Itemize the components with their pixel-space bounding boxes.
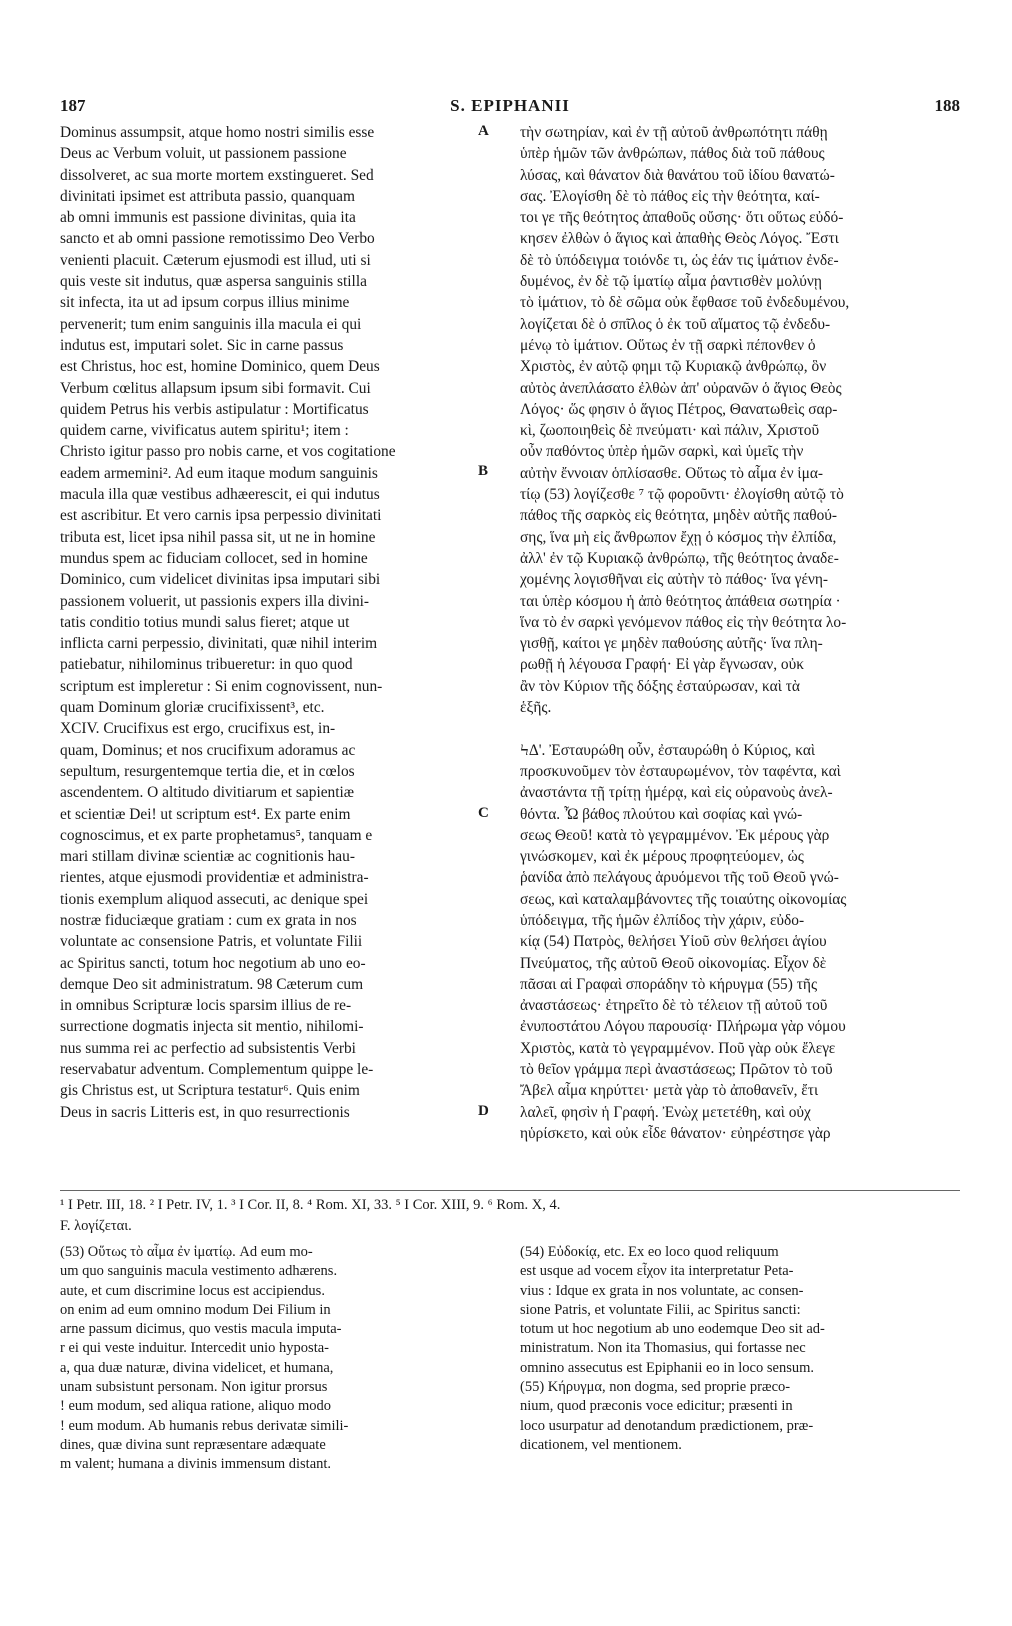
greek-column	[520, 122, 960, 1144]
greek-text-line: αὐτὴν ἔννοιαν ὁπλίσασθε. Οὕτως τὸ αἷμα ἐν ἱμα-	[520, 464, 824, 482]
latin-text-line: tionis exemplum aliquod assecuti, ac denique spei	[60, 890, 369, 908]
latin-text-line: rientes, atque ejusmodi providentiæ et administra-	[60, 869, 369, 887]
note-line: omnino assecutus est Epiphanii eo in loco sensum.	[520, 1359, 814, 1376]
note-line: a, qua duæ naturæ, divina videlicet, et humana,	[60, 1359, 334, 1376]
latin-text-line: est Christus, hoc est, homine Dominico, quem Deus	[60, 358, 380, 376]
greek-text-line: ηὑρίσκετο, καὶ οὐκ εἶδε θάνατον· εὐηρέστησε γὰρ	[520, 1124, 831, 1142]
note-line: (54) Εὐδοκίᾳ, etc. Ex eo loco quod reliquum	[520, 1244, 779, 1260]
greek-text-line: ται ὑπὲρ κόσμου ἡ ἀπὸ θεότητος ἀπάθεια σωτηρία ·	[520, 592, 841, 610]
greek-text-line: ἵνα τὸ ἐν σαρκὶ γενόμενον πάθος εἰς τὴν θεότητα λο-	[520, 613, 847, 631]
latin-text-line: sepultum, resurgentemque tertia die, et in cœlos	[60, 762, 355, 780]
latin-text-line: sancto et ab omni passione remotissimo Deo Verbo	[60, 230, 375, 248]
latin-column	[60, 122, 472, 1123]
latin-text-line: macula illa quæ vestibus adhæerescit, ei qui indutus	[60, 486, 380, 504]
note-line: arne passum dicimus, quo vestis macula imputa-	[60, 1321, 342, 1338]
greek-text-line: λογίζεται δὲ ὁ σπῖλος ὁ ἐκ τοῦ αἵματος τῷ ἐνδεδυ-	[520, 315, 831, 333]
latin-text-line: passionem voluerit, ut passionis expers illa divini-	[60, 592, 370, 610]
greek-text-line: ρωθῇ ἡ λέγουσα Γραφή· Εἰ γὰρ ἔγνωσαν, οὐκ	[520, 656, 804, 674]
footnote-references	[60, 1195, 960, 1238]
latin-text-line: pervenerit; tum enim sanguinis illa macula ei qui	[60, 315, 362, 333]
latin-text-line: Deus ac Verbum voluit, ut passionem passione	[60, 145, 347, 163]
latin-text-line: nostræ fiduciæque gratiam : cum ex grata in nos	[60, 911, 357, 929]
note-line: aute, et cum discrimine locus est accipiendus.	[60, 1282, 325, 1299]
notes-left	[60, 1243, 475, 1475]
greek-text-line: θόντα. Ὦ βάθος πλούτου καὶ σοφίας καὶ γνώ-	[520, 805, 803, 823]
greek-text-line: τὸ θεῖον γράμμα περὶ ἀναστάσεως; Πρῶτον τὸ τοῦ	[520, 1061, 833, 1079]
greek-text-line: ὑπὲρ ἡμῶν τῶν ἀνθρώπων, πάθος διὰ τοῦ πάθους	[520, 145, 825, 163]
latin-text-line: mundus spem ac fiduciam collocet, sed in homine	[60, 549, 368, 567]
greek-text-line: σας. Ἐλογίσθη δὲ τὸ πάθος εἰς τὴν θεότητα, καί-	[520, 187, 820, 205]
page-title: S. EPIPHANII	[450, 96, 570, 115]
latin-text-line: gis Christus est, ut Scriptura testatur⁶. Quis enim	[60, 1082, 360, 1100]
notes-right	[520, 1243, 960, 1455]
greek-text-line: ἀναστάντα τῇ τρίτῃ ἡμέρᾳ, καὶ εἰς οὐρανοὺς ἀνελ-	[520, 784, 833, 802]
greek-text-line: κησεν ἐλθὼν ὁ ἅγιος καὶ ἀπαθὴς Θεὸς Λόγος. Ἔστι	[520, 230, 839, 248]
page-number-right: 188	[934, 96, 960, 115]
latin-text-line: Deus in sacris Litteris est, in quo resurrectionis	[60, 1103, 350, 1121]
greek-text-line: πάθος τῆς σαρκὸς εἰς θεότητα, μηδὲν αὐτῆς παθού-	[520, 507, 838, 525]
latin-text-line: indutus est, imputari solet. Sic in carne passus	[60, 336, 344, 354]
latin-text-line: quidem carne, vivificatus autem spiritu¹; item :	[60, 422, 349, 440]
greek-text-line: Πνεύματος, τῆς αὐτοῦ Θεοῦ οἰκονομίας. Εἶχον δὲ	[520, 954, 827, 972]
note-line: est usque ad vocem εἶχον ita interpretatur Peta-	[520, 1263, 794, 1280]
note-line: dicationem, vel mentionem.	[520, 1436, 682, 1453]
latin-text-line: Christo igitur passo pro nobis carne, et vos cogitatione	[60, 443, 396, 461]
note-line: (55) Κήρυγμα, non dogma, sed proprie præco-	[520, 1379, 791, 1396]
note-line: on enim ad eum omnino modum Dei Filium in	[60, 1301, 331, 1318]
latin-text-line: scriptum est impleretur : Si enim cognovissent, nun-	[60, 677, 383, 695]
latin-text-line: quidem Petrus his verbis astipulatur : Mortificatus	[60, 400, 369, 418]
latin-text-line: patiebatur, nihilominus tribueretur: in quo quod	[60, 656, 353, 674]
note-line: (53) Οὕτως τὸ αἷμα ἐν ἱματίῳ. Ad eum mo-	[60, 1244, 313, 1260]
note-line: nium, quod præconis voce edicitur; præsenti in	[520, 1398, 793, 1415]
note-line: m valent; humana a divinis immensum distant.	[60, 1456, 332, 1473]
latin-text-line: quam Dominum gloriæ crucifixissent³, etc.	[60, 699, 325, 717]
latin-text-line: Dominus assumpsit, atque homo nostri similis esse	[60, 124, 375, 141]
greek-text-line: πᾶσαι αἱ Γραφαὶ σποράδην τὸ κήρυγμα (55) τῆς	[520, 975, 818, 993]
latin-text-line: surrectione dogmatis injecta sit mentio, nihilomi-	[60, 1018, 364, 1036]
greek-text-line: χομένης λογισθῆναι εἰς αὐτὴν τὸ πάθος· ἵνα γένη-	[520, 571, 829, 589]
latin-text-line: tributa est, licet ipsa nihil passa sit, ut ne in homine	[60, 528, 376, 546]
latin-text-line: divinitati ipsimet est attributa passio, quanquam	[60, 187, 355, 205]
footnote-ref-line: ¹ I Petr. III, 18. ² I Petr. IV, 1. ³ I Cor. II, 8. ⁴ Rom. XI, 33. ⁵ I Cor. XIII, 9. ⁶ Rom. X, 4.	[60, 1197, 561, 1213]
latin-text-line: sit infecta, ita ut ad ipsum corpus illius minime	[60, 294, 350, 312]
greek-text-line: ὑπόδειγμα, τῆς ἡμῶν ἐλπίδος τὴν χάριν, εὐδο-	[520, 911, 805, 929]
greek-text-line: τίῳ (53) λογίζεσθε ⁷ τῷ φοροῦντι· ἐλογίσθη αὐτῷ τὸ	[520, 486, 844, 504]
margin-letter-a: A	[478, 123, 489, 139]
latin-text-line: est ascribitur. Et vero carnis ipsa perpessio divinitati	[60, 507, 382, 525]
greek-text-line: προσκυνοῦμεν τὸν ἐσταυρωμένον, τὸν ταφέντα, καὶ	[520, 762, 841, 780]
latin-text-line: quis veste sit indutus, quæ aspersa sanguinis stilla	[60, 273, 367, 291]
latin-text-line: dissolveret, ac sua morte mortem exstingueret. Sed	[60, 166, 374, 184]
greek-text-line: σης, ἵνα μὴ εἰς ἄνθρωπον ἔχῃ ὁ κόσμος τὴν ἐλπίδα,	[520, 528, 837, 546]
margin-letter-b: B	[478, 463, 489, 479]
latin-text-line: Verbum cœlitus allapsum ipsum sibi formavit. Cui	[60, 379, 371, 397]
note-line: um quo sanguinis macula vestimento adhærens.	[60, 1263, 338, 1280]
greek-text-line: γισθῇ, καίτοι γε μηδὲν παθούσης αὐτῆς· ἵνα πλη-	[520, 635, 823, 653]
greek-text-line: ἑξῆς.	[520, 699, 552, 717]
footnote-variant: F. λογίζεται.	[60, 1218, 132, 1235]
greek-text-line: Λόγος· ὥς φησιν ὁ ἅγιος Πέτρος, Θανατωθεὶς σαρ-	[520, 400, 838, 418]
margin-letter-d: D	[478, 1103, 489, 1119]
margin-letter-c: C	[478, 805, 489, 821]
greek-text-line: σεως, καὶ καταλαμβάνοντες τῆς τοιαύτης οἰκονομίας	[520, 890, 847, 908]
greek-text-line: ϞΔ'. Ἐσταυρώθη οὖν, ἐσταυρώθη ὁ Κύριος, καὶ	[520, 741, 816, 759]
note-line: ! eum modum, sed aliqua ratione, aliquo modo	[60, 1398, 332, 1415]
greek-text-line: ἂν τὸν Κύριον τῆς δόξης ἐσταύρωσαν, καὶ τὰ	[520, 677, 800, 695]
latin-text-line: venienti placuit. Cæterum ejusmodi est illud, uti si	[60, 251, 371, 269]
latin-text-line: quam, Dominus; et nos crucifixum adoramus ac	[60, 741, 356, 759]
latin-text-line: Dominico, cum videlicet divinitas ipsa imputari sibi	[60, 571, 381, 589]
footnote-divider	[60, 1190, 960, 1191]
latin-text-line: inflicta carni perpessio, divinitati, quæ nihil interim	[60, 635, 378, 653]
note-line: r ei qui veste induitur. Intercedit unio hyposta-	[60, 1340, 329, 1357]
latin-text-line: cognoscimus, et ex parte prophetamus⁵, tanquam e	[60, 826, 373, 844]
note-line: loco usurpatur ad denotandum prædictionem, præ-	[520, 1417, 814, 1434]
note-line: unam subsistunt personam. Non igitur prorsus	[60, 1379, 328, 1396]
latin-text-line: eadem armemini². Ad eum itaque modum sanguinis	[60, 464, 378, 482]
latin-text-line: demque Deo sit administratum. 98 Cæterum cum	[60, 975, 364, 993]
running-header	[60, 96, 960, 118]
greek-text-line: τοι γε τῆς θεότητος ἀπαθοῦς οὔσης· ὅτι οὕτως εὐδό-	[520, 209, 844, 227]
greek-text-line: αὐτὸς ἀνεπλάσατο ἐλθὼν ἀπ' οὐρανῶν ὁ ἅγιος Θεὸς	[520, 379, 842, 397]
latin-text-line: tatis conditio totius mundi salus fieret; atque ut	[60, 613, 350, 631]
greek-text-line: ἐνυποστάτου Λόγου παρουσίᾳ· Πλήρωμα γὰρ νόμου	[520, 1018, 846, 1036]
greek-text-line: κίᾳ (54) Πατρὸς, θελήσει Υἱοῦ σὺν θελήσει ἁγίου	[520, 933, 827, 951]
greek-text-line: ῥανίδα ἀπὸ πελάγους ἀρυόμενοι τῆς τοῦ Θεοῦ γνώ-	[520, 869, 839, 887]
note-line: ministratum. Non ita Thomasius, qui fortasse nec	[520, 1340, 806, 1357]
note-line: totum ut hoc negotium ab uno eodemque Deo sit ad-	[520, 1321, 825, 1338]
note-line: dines, quæ divina sunt repræsentare adæquate	[60, 1436, 326, 1453]
greek-text-line: δὲ τὸ ὑπόδειγμα τοιόνδε τι, ὡς ἐάν τις ἱμάτιον ἐνδε-	[520, 251, 839, 269]
greek-text-line: τὸ ἱμάτιον, τὸ δὲ σῶμα οὐκ ἔφθασε τοῦ ἐνδεδυμένου,	[520, 294, 850, 312]
greek-text-line: Χριστὸς, κατὰ τὸ γεγραμμένον. Ποῦ γὰρ οὐκ ἔλεγε	[520, 1039, 836, 1057]
latin-text-line: ascendentem. O altitudo divitiarum et sapientiæ	[60, 784, 355, 802]
greek-text-line	[520, 718, 960, 739]
latin-text-line: mari stillam divinæ scientiæ ac cognitionis hau-	[60, 848, 355, 866]
greek-text-line: σεως Θεοῦ! κατὰ τὸ γεγραμμένον. Ἐκ μέρους γὰρ	[520, 826, 830, 844]
greek-text-line: λαλεῖ, φησὶν ἡ Γραφή. Ἐνὼχ μετετέθη, καὶ οὐχ	[520, 1103, 811, 1121]
greek-text-line: κὶ, ζωοποιηθεὶς δὲ πνεύματι· καὶ πάλιν, Χριστοῦ	[520, 422, 820, 440]
latin-text-line: reservabatur adventum. Complementum quippe le-	[60, 1061, 374, 1079]
latin-text-line: ab omni immunis est passione divinitas, quia ita	[60, 209, 356, 227]
latin-text-line: in omnibus Scripturæ locis sparsim illius de re-	[60, 997, 352, 1015]
greek-text-line: ἀναστάσεως· ἐτηρεῖτο δὲ τὸ τέλειον τῇ αὐτοῦ τοῦ	[520, 997, 828, 1015]
greek-text-line: μένῳ τὸ ἱμάτιον. Οὕτως ἐν τῇ σαρκὶ πέπονθεν ὁ	[520, 336, 816, 354]
latin-text-line: XCIV. Crucifixus est ergo, crucifixus est, in-	[60, 720, 336, 738]
greek-text-line: οὖν παθόντος ὑπὲρ ἡμῶν σαρκὶ, καὶ ὑμεῖς τὴν	[520, 443, 804, 461]
greek-text-line: τὴν σωτηρίαν, καὶ ἐν τῇ αὐτοῦ ἀνθρωπότητι πάθῃ	[520, 124, 828, 141]
note-line: sione Patris, et voluntate Filii, ac Spiritus sancti:	[520, 1301, 801, 1318]
greek-text-line: Ἄβελ αἷμα κηρύττει· μετὰ γὰρ τὸ ἀποθανεῖν, ἔτι	[520, 1082, 819, 1100]
note-line: vius : Idque ex grata in nos voluntate, ac consen-	[520, 1282, 804, 1299]
greek-text-line: λύσας, καὶ θάνατον διὰ θανάτου τοῦ ἰδίου θανατώ-	[520, 166, 835, 184]
latin-text-line: voluntate ac consensione Patris, et voluntate Filii	[60, 933, 363, 951]
greek-text-line: δυμένος, ἐν δὲ τῷ ἱματίῳ αἷμα ῥαντισθὲν μολύνῃ	[520, 273, 822, 291]
greek-text-line: Χριστὸς, ἐν αὐτῷ φημι τῷ Κυριακῷ ἀνθρώπῳ, ὃν	[520, 358, 827, 376]
note-line: ! eum modum. Ab humanis rebus derivatæ simili-	[60, 1417, 349, 1434]
latin-text-line: ac Spiritus sancti, totum hoc negotium ab uno eo-	[60, 954, 366, 972]
greek-text-line: ἀλλ' ἐν τῷ Κυριακῷ ἀνθρώπῳ, τῆς θεότητος ἀναδε-	[520, 549, 839, 567]
greek-text-line: γινώσκομεν, καὶ ἐκ μέρους προφητεύομεν, ὡς	[520, 848, 804, 866]
latin-text-line: et scientiæ Dei! ut scriptum est⁴. Ex parte enim	[60, 805, 351, 823]
latin-text-line: nus summa rei ac perfectio ad subsistentis Verbi	[60, 1039, 356, 1057]
page-number-left: 187	[60, 96, 86, 115]
